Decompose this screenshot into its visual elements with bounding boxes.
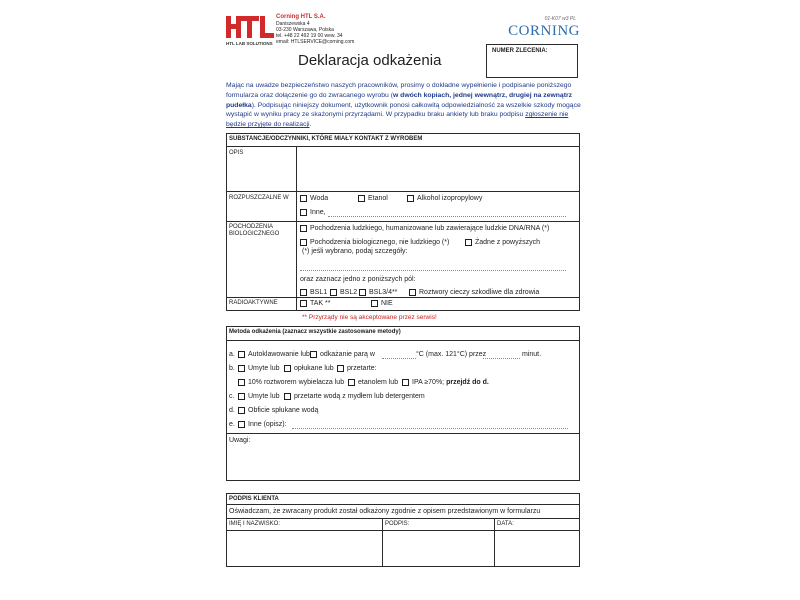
bio-label: POCHODZENIA BIOLOGICZNEGO: [229, 224, 280, 237]
address-line: 03-230 Warszawa, Polska: [276, 27, 334, 33]
notes-label: Uwagi:: [229, 437, 251, 444]
label-wiped-soap: przetarte wodą z mydłem lub detergentem: [294, 393, 425, 400]
label-minutes: minut.: [522, 351, 542, 358]
method-header: Metoda odkażenia (zaznacz wszystkie zastosowane metody): [229, 329, 401, 335]
checkbox-isopropanol[interactable]: [407, 195, 414, 202]
checkbox-bio-none[interactable]: [465, 239, 472, 246]
temperature-field[interactable]: [382, 358, 416, 359]
method-c-letter: c.: [229, 393, 235, 400]
opis-field[interactable]: [297, 147, 579, 191]
bio-details-field[interactable]: [300, 270, 566, 271]
htl-logo: [226, 14, 274, 48]
notes-field[interactable]: [227, 445, 579, 480]
signature-field[interactable]: [383, 531, 493, 566]
label-other-solvent: Inne,: [310, 209, 326, 216]
label-radioactive-no: NIE: [381, 300, 393, 307]
document-code: 01-K07 w3 PL: [544, 16, 576, 22]
label-ipa: IPA ≥70%; przejdź do d.: [412, 379, 489, 386]
checkbox-flushed[interactable]: [238, 407, 245, 414]
page-title: Deklaracja odkażenia: [298, 52, 442, 69]
solvents-label: ROZPUSZCZALNE W: [229, 195, 289, 201]
warning-note: ** Przyrządy nie są akceptowane przez serwis!: [302, 314, 437, 321]
opis-label: OPIS: [229, 150, 244, 156]
bio-levels-label: oraz zaznacz jedno z poniższych pól:: [300, 276, 416, 283]
label-wiped: przetarte:: [347, 365, 377, 372]
divider: [226, 191, 580, 192]
checkbox-other-method[interactable]: [238, 421, 245, 428]
address-line: Daniszewska 4: [276, 21, 310, 27]
order-number-label: NUMER ZLECENIA:: [492, 48, 548, 54]
label-water: Woda: [310, 195, 329, 202]
radioactive-label: RADIOAKTYWNE: [229, 300, 278, 306]
method-b-letter: b.: [229, 365, 235, 372]
label-ethanol-wipe: etanolem lub: [358, 379, 399, 386]
checkbox-bsl34[interactable]: [359, 289, 366, 296]
divider: [226, 340, 580, 341]
checkbox-wiped-soap[interactable]: [284, 393, 291, 400]
address-line: tel. +48 22 492 19 00 wew. 34: [276, 33, 343, 39]
label-bio-nonhuman: Pochodzenia biologicznego, nie ludzkiego (*): [310, 239, 450, 246]
label-washed: Umyte lub: [248, 365, 280, 372]
other-solvent-field[interactable]: [328, 216, 566, 217]
checkbox-bio-human[interactable]: [300, 225, 307, 232]
divider: [226, 297, 580, 298]
intro-paragraph: Mając na uwadze bezpieczeństwo naszych pracowników, prosimy o dokładne wypełnienie i podpisanie poniższego formularza oraz dołączenie go do zwracanego wyrobu (w dwóch kopiach, jednej wewnątrz, drugiej na zewnątrz pudełka). Podpisując niniejszy dokument, użytkownik ponosi całkowitą odpowiedzialność za wszelkie szkody mogące wystąpić w wyniku pracy ze skażonymi przyrządami. W przypadku braku ankiety lub braku podpisu zgłoszenie nie będzie przyjęte do realizacji.: [226, 82, 581, 129]
method-e-letter: e.: [229, 421, 235, 428]
checkbox-harmful-liquids[interactable]: [409, 289, 416, 296]
checkbox-radioactive-yes[interactable]: [300, 300, 307, 307]
label-bsl34: BSL3/4**: [369, 289, 398, 296]
label-isopropanol: Alkohol izopropylowy: [417, 195, 483, 202]
label-steam: odkażanie parą w: [320, 351, 375, 358]
label-bio-human: Pochodzenia ludzkiego, humanizowane lub zawierające ludzkie DNA/RNA (*): [310, 225, 550, 232]
label-bio-none: Żadne z powyższych: [475, 239, 540, 246]
label-autoclave: Autoklawowanie lub: [248, 351, 310, 358]
htl-logo-mark: [226, 14, 274, 40]
divider: [226, 433, 580, 434]
signature-header: PODPIS KLIENTA: [229, 496, 279, 502]
name-label: IMIĘ I NAZWISKO:: [229, 521, 281, 527]
label-rinsed: opłukane lub: [294, 365, 334, 372]
htl-logo-subtitle: HTL LAB SOLUTIONS: [226, 41, 273, 46]
checkbox-bleach[interactable]: [238, 379, 245, 386]
label-temperature: °C (max. 121°C) przez: [416, 351, 487, 358]
label-washed-soap: Umyte lub: [248, 393, 280, 400]
label-other-method: Inne (opisz):: [248, 421, 287, 428]
method-d-letter: d.: [229, 407, 235, 414]
label-bleach: 10% roztworem wybielacza lub: [248, 379, 345, 386]
order-number-box[interactable]: [486, 44, 578, 78]
sign-label: PODPIS:: [385, 521, 410, 527]
checkbox-radioactive-no[interactable]: [371, 300, 378, 307]
checkbox-steam[interactable]: [310, 351, 317, 358]
checkbox-autoclave[interactable]: [238, 351, 245, 358]
label-harmful-liquids: Roztwory cieczy szkodliwe dla zdrowia: [419, 289, 540, 296]
label-bsl1: BSL1: [310, 289, 328, 296]
company-address: [276, 14, 354, 45]
bio-details-note: (*) jeśli wybrano, podaj szczegóły:: [302, 248, 408, 255]
label-flushed: Obficie spłukane wodą: [248, 407, 319, 414]
signature-statement: Oświadczam, że zwracany produkt został odkażony zgodnie z opisem przedstawionym w formularzu: [229, 508, 541, 515]
checkbox-ethanol[interactable]: [358, 195, 365, 202]
checkbox-washed[interactable]: [238, 365, 245, 372]
checkbox-bsl2[interactable]: [330, 289, 337, 296]
substances-header: SUBSTANCJE/ODCZYNNIKI, KTÓRE MIAŁY KONTAKT Z WYROBEM: [229, 136, 423, 142]
checkbox-washed-soap[interactable]: [238, 393, 245, 400]
checkbox-water[interactable]: [300, 195, 307, 202]
other-method-field[interactable]: [292, 428, 568, 429]
label-bsl2: BSL2: [340, 289, 358, 296]
name-field[interactable]: [227, 531, 381, 566]
checkbox-bsl1[interactable]: [300, 289, 307, 296]
label-radioactive-yes: TAK **: [310, 300, 331, 307]
address-line: email: HTLSERVICE@corning.com: [276, 39, 355, 45]
checkbox-other-solvent[interactable]: [300, 209, 307, 216]
company-name: Corning HTL S.A.: [276, 14, 326, 20]
checkbox-rinsed[interactable]: [284, 365, 291, 372]
duration-field[interactable]: [483, 358, 520, 359]
divider: [226, 518, 580, 519]
label-ethanol: Etanol: [368, 195, 388, 202]
date-field[interactable]: [495, 531, 579, 566]
divider: [226, 221, 580, 222]
checkbox-ipa[interactable]: [402, 379, 409, 386]
divider: [226, 504, 580, 505]
checkbox-wiped[interactable]: [337, 365, 344, 372]
corning-logo: CORNING: [508, 23, 580, 39]
checkbox-bio-nonhuman[interactable]: [300, 239, 307, 246]
date-label: DATA:: [497, 521, 514, 527]
checkbox-ethanol-wipe[interactable]: [348, 379, 355, 386]
method-a-letter: a.: [229, 351, 235, 358]
